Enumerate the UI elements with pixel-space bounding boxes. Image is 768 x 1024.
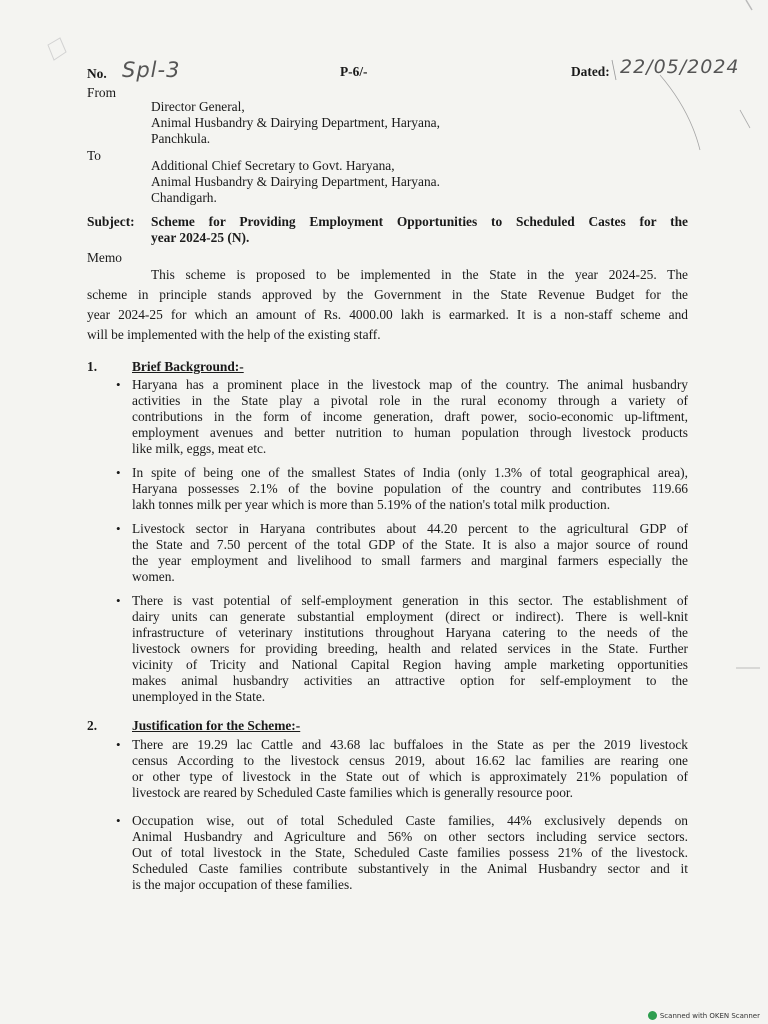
to-line: Additional Chief Secretary to Govt. Haryana, bbox=[151, 158, 395, 173]
section-number: 1. bbox=[87, 359, 98, 374]
memo-line: year 2024-25 for which an amount of Rs. 4000.00 lakh is earmarked. It is a non-staff scheme and bbox=[87, 307, 688, 322]
from-line: Panchkula. bbox=[151, 131, 211, 146]
bullet-line: activities in the State play a pivotal role in the rural economy through a variety of bbox=[132, 393, 688, 408]
bullet-item bbox=[116, 593, 688, 707]
dated-label: Dated: bbox=[571, 64, 610, 79]
bullet-item bbox=[116, 465, 688, 515]
bullet-item bbox=[116, 737, 688, 803]
bullet-line: vicinity of Tricity and National Capital Region having ample marketing opportunities bbox=[132, 657, 688, 672]
section-heading: Brief Background:- bbox=[132, 359, 244, 374]
bullet-icon: • bbox=[116, 521, 121, 536]
bullet-icon: • bbox=[116, 813, 121, 828]
bullet-line: the State and 7.50 percent of the total GDP of the State. It is also a major source of round bbox=[132, 537, 688, 552]
bullet-icon: • bbox=[116, 593, 121, 608]
bullet-icon: • bbox=[116, 465, 121, 480]
subject-label: Subject: bbox=[87, 214, 135, 229]
bullet-item bbox=[116, 377, 688, 459]
scanner-logo-icon bbox=[648, 1011, 657, 1020]
bullet-line: employment avenues and better nutrition to human population through livestock products bbox=[132, 425, 688, 440]
section-heading: Justification for the Scheme:- bbox=[132, 718, 301, 733]
bullet-line: Animal Husbandry and Agriculture and 56% on other sectors including service sectors. bbox=[132, 829, 688, 844]
from-label: From bbox=[87, 85, 117, 100]
bullet-text bbox=[132, 813, 688, 893]
bullet-icon: • bbox=[116, 737, 121, 752]
from-line: Director General, bbox=[151, 99, 245, 114]
bullet-item bbox=[116, 813, 688, 895]
bullet-line: Haryana has a prominent place in the livestock map of the country. The animal husbandry bbox=[132, 377, 688, 392]
bullet-line: the year employment and livelihood to small farmers and marginal farmers especially the bbox=[132, 553, 688, 568]
subject-line-1: Scheme for Providing Employment Opportunities to Scheduled Castes for the bbox=[151, 214, 688, 229]
bullet-line: unemployed in the State. bbox=[132, 689, 266, 704]
bullet-line: livestock are reared by Scheduled Caste families which is generally resource poor. bbox=[132, 785, 573, 800]
bullet-line: women. bbox=[132, 569, 175, 584]
bullet-text bbox=[132, 521, 688, 585]
bullet-line: livestock owners for providing breeding, health and related services in the State. Further bbox=[132, 641, 688, 656]
bullet-line: lakh tonnes milk per year which is more than 5.19% of the nation's total milk production. bbox=[132, 497, 611, 512]
section-number: 2. bbox=[87, 718, 98, 733]
bullet-line: In spite of being one of the smallest States of India (only 1.3% of total geographical area), bbox=[132, 465, 688, 480]
bullet-text bbox=[132, 737, 688, 801]
to-address bbox=[151, 158, 440, 206]
bullet-line: makes animal husbandry activities an attractive option for self-employment to the bbox=[132, 673, 688, 688]
bullet-line: infrastructure of veterinary institutions throughout Haryana catering to the needs of the bbox=[132, 625, 688, 640]
letter-number-handwritten: Spl-3 bbox=[122, 58, 181, 82]
bullet-line: Occupation wise, out of total Scheduled Caste families, 44% exclusively depends on bbox=[132, 813, 688, 828]
bullet-line: is the major occupation of these families. bbox=[132, 877, 353, 892]
bullet-line: census According to the livestock census 2019, about 16.62 lac families are rearing one bbox=[132, 753, 688, 768]
scanner-watermark bbox=[648, 1011, 760, 1020]
page-reference: P-6/- bbox=[340, 64, 368, 79]
memo-line: will be implemented with the help of the existing staff. bbox=[87, 327, 381, 342]
bullet-text bbox=[132, 593, 688, 705]
bullet-line: Out of total livestock in the State, Scheduled Caste families possess 21% of the livestock. bbox=[132, 845, 688, 860]
bullet-line: Haryana possesses 2.1% of the bovine population of the country and contributes 119.66 bbox=[132, 481, 688, 496]
bullet-line: Livestock sector in Haryana contributes about 44.20 percent to the agricultural GDP of bbox=[132, 521, 688, 536]
bullet-line: Scheduled Caste families contribute substantively in the Animal Husbandry sector and it bbox=[132, 861, 688, 876]
bullet-line: or other type of livestock in the State out of which is approximately 21% population of bbox=[132, 769, 688, 784]
bullet-icon: • bbox=[116, 377, 121, 392]
bullet-text bbox=[132, 377, 688, 457]
bullet-line: There are 19.29 lac Cattle and 43.68 lac buffaloes in the State as per the 2019 livestock bbox=[132, 737, 688, 752]
bullet-line: like milk, eggs, meat etc. bbox=[132, 441, 267, 456]
memo-line: scheme in principle stands approved by the Government in the State Revenue Budget for the bbox=[87, 287, 688, 302]
memo-line: This scheme is proposed to be implemented in the State in the year 2024-25. The bbox=[151, 267, 688, 282]
from-address bbox=[151, 99, 440, 147]
bullet-line: There is vast potential of self-employment generation in this sector. The establishment of bbox=[132, 593, 688, 608]
bullet-item bbox=[116, 521, 688, 587]
date-handwritten: 22/05/2024 bbox=[620, 56, 740, 78]
scanner-text: Scanned with OKEN Scanner bbox=[659, 1011, 760, 1020]
memo-label: Memo bbox=[87, 250, 122, 265]
bullet-line: dairy units can generate substantial employment (direct or indirect). There is well-knit bbox=[132, 609, 688, 624]
to-line: Chandigarh. bbox=[151, 190, 217, 205]
to-label: To bbox=[87, 148, 101, 163]
to-line: Animal Husbandry & Dairying Department, Haryana. bbox=[151, 174, 440, 189]
bullet-text bbox=[132, 465, 688, 513]
bullet-line: contributions in the form of income generation, draft power, socio-economic up-liftment, bbox=[132, 409, 688, 424]
subject-line-2: year 2024-25 (N). bbox=[151, 230, 250, 245]
from-line: Animal Husbandry & Dairying Department, Haryana, bbox=[151, 115, 440, 130]
letter-number-label: No. bbox=[87, 66, 107, 81]
